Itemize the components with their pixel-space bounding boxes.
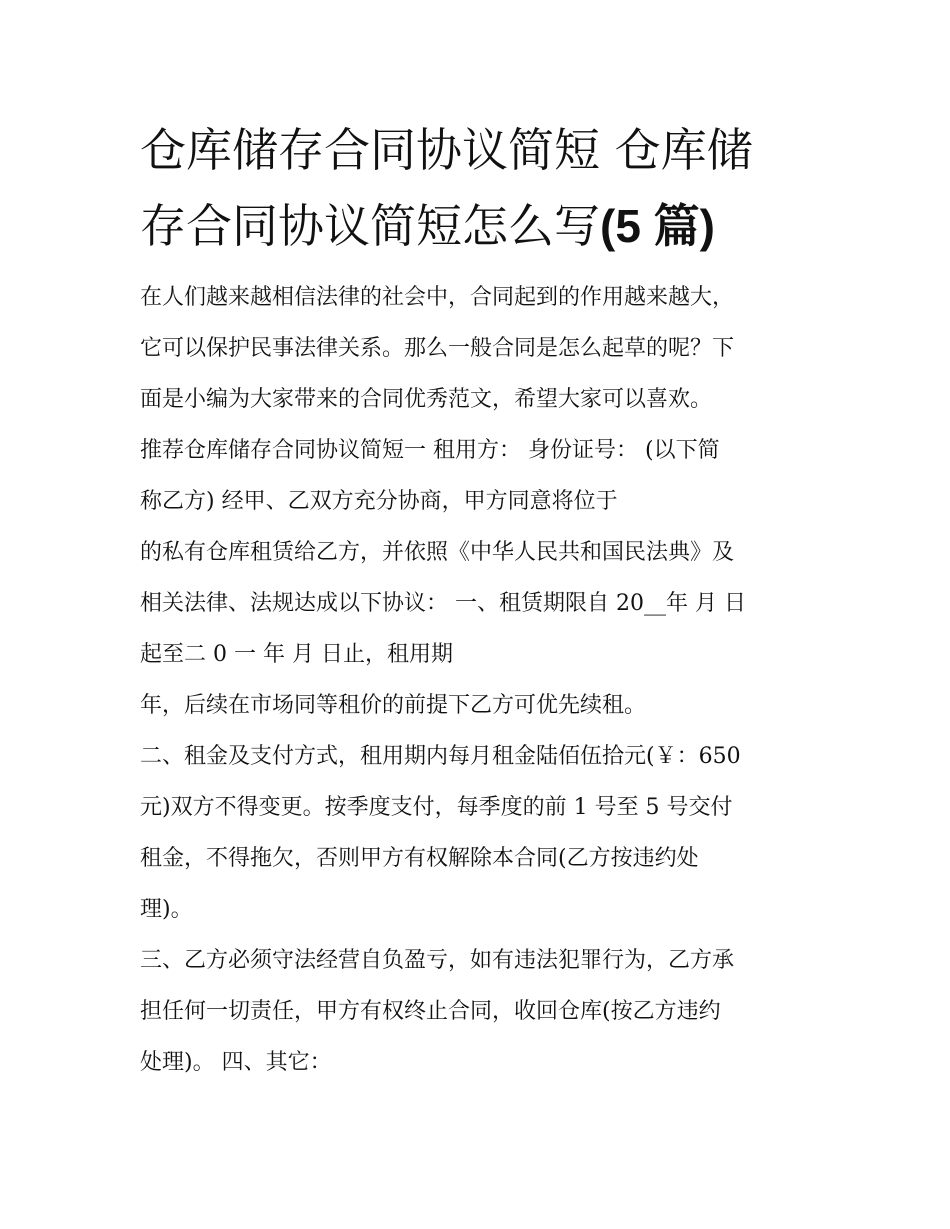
body-line: 称乙方) 经甲、乙双方充分协商，甲方同意将位于: [140, 489, 618, 514]
body-line: 理)。: [140, 897, 193, 922]
title-line-2: [140, 188, 830, 264]
body-line: 担任何一切责任，甲方有权终止合同，收回仓库(按乙方违约: [140, 999, 721, 1024]
body-line: 它可以保护民事法律关系。那么一般合同是怎么起草的呢？下: [140, 336, 735, 361]
body-line: 起至二 0 一 年 月 日止，租用期: [140, 642, 453, 667]
body-line: 元)双方不得变更。按季度支付，每季度的前 1 号至 5 号交付: [140, 795, 733, 820]
body-line: 租金，不得拖欠，否则甲方有权解除本合同(乙方按违约处: [140, 846, 699, 871]
document-title: [140, 112, 830, 264]
title-line-2-text: 存合同协议简短怎么写: [140, 199, 600, 253]
title-line-1: 仓库储存合同协议简短 仓库储: [140, 123, 753, 177]
title-line-2-suffix: (5 篇): [600, 200, 715, 252]
body-line: 相关法律、法规达成以下协议： 一、租赁期限自 20__年 月 日: [140, 591, 746, 616]
body-line: 推荐仓库储存合同协议简短一 租用方： 身份证号： (以下简: [140, 438, 720, 463]
body-line: 三、乙方必须守法经营自负盈亏，如有违法犯罪行为，乙方承: [140, 948, 735, 973]
body-line: 面是小编为大家带来的合同优秀范文，希望大家可以喜欢。: [140, 387, 713, 412]
body-line: 处理)。 四、其它：: [140, 1050, 332, 1075]
body-line: 的私有仓库租赁给乙方，并依照《中华人民共和国民法典》及: [140, 540, 735, 565]
body-line: 年，后续在市场同等租价的前提下乙方可优先续租。: [140, 693, 647, 718]
body-line: 在人们越来越相信法律的社会中，合同起到的作用越来越大，: [140, 285, 735, 310]
document-body: [140, 272, 830, 1088]
body-line: 二、租金及支付方式，租用期内每月租金陆佰伍拾元(￥：650: [140, 744, 741, 769]
